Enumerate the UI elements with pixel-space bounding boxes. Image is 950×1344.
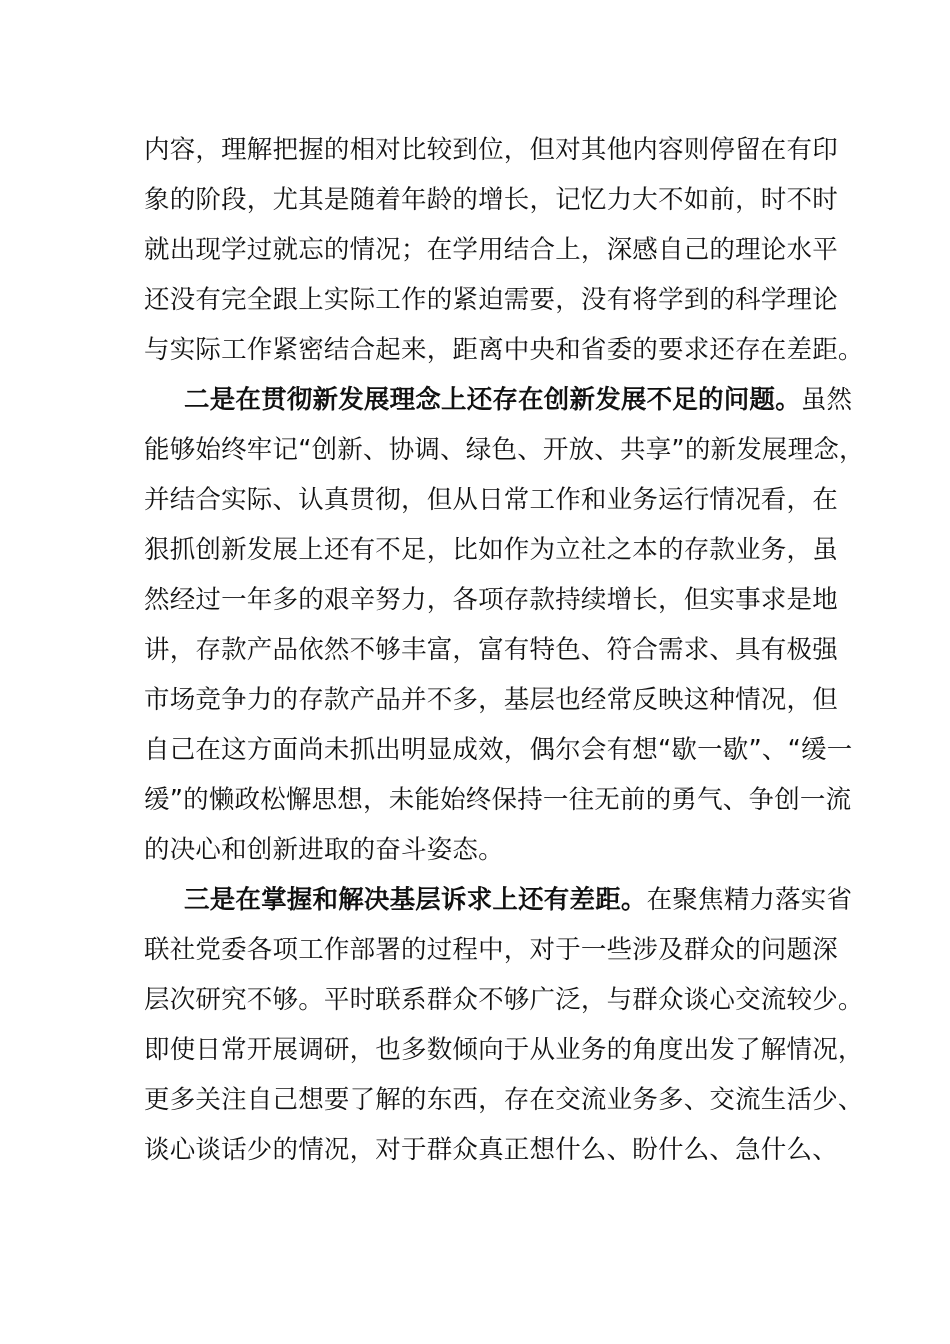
paragraph-3-line-5: 更多关注自己想要了解的东西，存在交流业务多、交流生活少、 [144, 1085, 864, 1115]
paragraph-2-lead-heading: 二是在贯彻新发展理念上还存在创新发展不足的问题。 [184, 385, 801, 415]
paragraph-1-line-3: 就出现学过就忘的情况；在学用结合上，深感自己的理论水平 [144, 235, 838, 265]
paragraph-2-line-6: 讲，存款产品依然不够丰富，富有特色、符合需求、具有极强 [144, 635, 838, 665]
paragraph-3-first-rest: 在聚焦精力落实省 [646, 885, 853, 915]
paragraph-2-line-7: 市场竞争力的存款产品并不多，基层也经常反映这种情况，但 [144, 685, 838, 715]
paragraph-3-line-2: 联社党委各项工作部署的过程中，对于一些涉及群众的问题深 [144, 935, 838, 965]
paragraph-3-line-4: 即使日常开展调研，也多数倾向于从业务的角度出发了解情况， [144, 1035, 864, 1065]
paragraph-2-line-4: 狠抓创新发展上还有不足，比如作为立社之本的存款业务，虽 [144, 535, 838, 565]
paragraph-2-line-8: 自己在这方面尚未抓出明显成效，偶尔会有想“歇一歇”、“缓一 [144, 735, 853, 765]
paragraph-2-first-line [184, 383, 852, 417]
paragraph-1-line-2: 象的阶段，尤其是随着年龄的增长，记忆力大不如前，时不时 [144, 185, 838, 215]
paragraph-3-line-6: 谈心谈话少的情况，对于群众真正想什么、盼什么、急什么、 [144, 1135, 838, 1165]
paragraph-2-first-rest: 虽然 [800, 385, 853, 415]
paragraph-3-first-line [184, 883, 852, 917]
paragraph-2-line-2: 能够始终牢记“创新、协调、绿色、开放、共享”的新发展理念， [144, 435, 865, 465]
paragraph-2-line-5: 然经过一年多的艰辛努力，各项存款持续增长，但实事求是地 [144, 585, 838, 615]
paragraph-3-line-3: 层次研究不够。平时联系群众不够广泛，与群众谈心交流较少。 [144, 985, 864, 1015]
paragraph-2-line-10: 的决心和创新进取的奋斗姿态。 [144, 835, 504, 865]
paragraph-2-line-9: 缓”的懒政松懈思想，未能始终保持一往无前的勇气、争创一流 [144, 785, 852, 815]
paragraph-2-line-3: 并结合实际、认真贯彻，但从日常工作和业务运行情况看，在 [144, 485, 838, 515]
paragraph-3-lead-heading: 三是在掌握和解决基层诉求上还有差距。 [184, 885, 647, 915]
paragraph-1-line-5: 与实际工作紧密结合起来，距离中央和省委的要求还存在差距。 [144, 335, 864, 365]
paragraph-1-line-1: 内容，理解把握的相对比较到位，但对其他内容则停留在有印 [144, 135, 838, 165]
paragraph-1-line-4: 还没有完全跟上实际工作的紧迫需要，没有将学到的科学理论 [144, 285, 838, 315]
